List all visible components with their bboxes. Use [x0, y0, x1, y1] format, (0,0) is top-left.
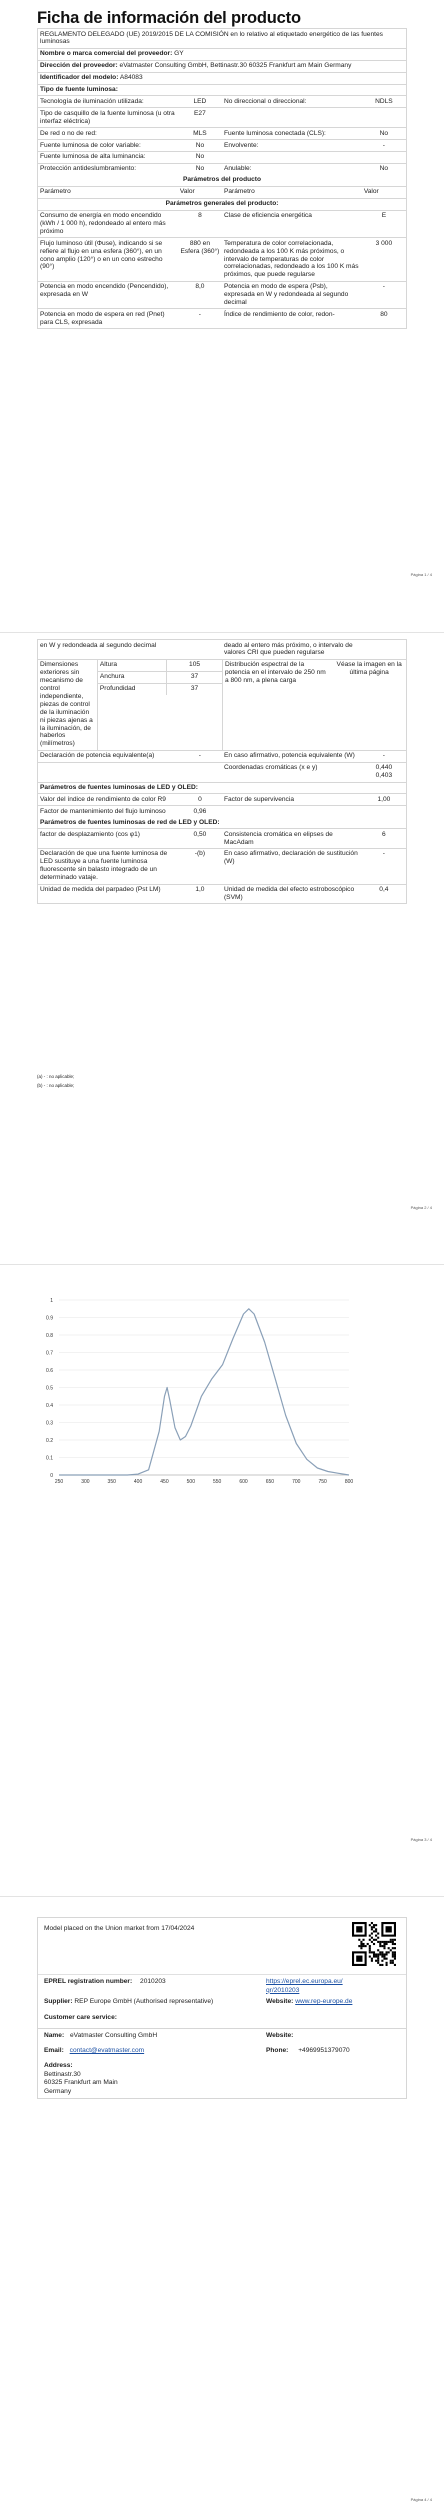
x-tick-label: 700	[292, 1479, 301, 1485]
page-3	[0, 1264, 444, 1864]
dimension-value: 105	[166, 660, 222, 671]
info-table-2	[37, 639, 407, 904]
qr-code-icon	[352, 1922, 396, 1966]
param-value: 0,96	[193, 807, 207, 815]
website-link[interactable]: www.rep-europe.de	[295, 1998, 353, 2005]
led-row	[38, 794, 406, 806]
param-value: No	[379, 129, 389, 137]
eprel-link[interactable]: https://eprel.ec.europa.eu/qr/2010203	[266, 1978, 343, 1994]
dimension-value: 37	[166, 672, 222, 683]
x-tick-label: 300	[81, 1479, 90, 1485]
param-value	[362, 152, 406, 163]
dimension-row	[98, 672, 222, 684]
col-param: Parámetro	[40, 188, 71, 196]
footnotes	[37, 1073, 74, 1090]
info-table-1	[37, 28, 407, 329]
type-label: Tipo de fuente luminosa:	[40, 86, 118, 94]
param-value: No	[195, 165, 205, 173]
param-value: No	[195, 141, 205, 149]
x-tick-label: 750	[318, 1479, 327, 1485]
dimension-row	[98, 660, 222, 672]
y-tick-label: 0.4	[46, 1403, 53, 1409]
param-value	[362, 806, 406, 817]
param-row	[38, 238, 406, 282]
y-tick-label: 0.7	[46, 1350, 53, 1357]
param-value: 0	[198, 795, 202, 803]
spectral-value: Véase la imagen en la última página	[336, 661, 402, 677]
param-label: Clase de eficiencia energética	[223, 212, 312, 219]
brand-value: GY	[174, 50, 184, 58]
footnote-b: (b) - : no aplicable;	[37, 1082, 75, 1088]
x-tick-label: 550	[213, 1479, 222, 1485]
page-title: Ficha de información del producto	[37, 9, 301, 27]
param-value: 880 en Esfera (360°)	[180, 239, 220, 255]
param-value: 80	[380, 310, 388, 318]
mains-row	[38, 885, 406, 904]
x-tick-label: 800	[344, 1479, 354, 1485]
param-label	[222, 806, 362, 817]
phone-label: Phone:	[266, 2047, 289, 2054]
cont-label-1: en W y redondeada al segundo decimal	[40, 641, 157, 649]
dimension-name: Altura	[99, 661, 118, 669]
email-link[interactable]: contact@evatmaster.com	[69, 2047, 145, 2054]
param-value: 3 000	[375, 239, 393, 247]
param-label: Factor de supervivencia	[223, 795, 294, 803]
param-value: -	[382, 283, 385, 291]
eprel-value: 2010203	[140, 1978, 166, 1985]
y-tick-label: 1	[50, 1298, 53, 1304]
param-label: Consumo de energía en modo encendido (kWh / 1 000 h), redondeado al entero más próximo	[40, 212, 166, 235]
param-row	[38, 282, 406, 310]
coord-value: 0,440 0,403	[375, 764, 393, 780]
dimension-value: 37	[166, 684, 222, 695]
supplier-value: REP Europe GmbH (Authorised representative)	[74, 1998, 214, 2005]
param-label: Fuente luminosa de color variable:	[40, 141, 141, 149]
dimension-name: Profundidad	[99, 685, 136, 693]
param-label: Protección antideslumbramiento:	[40, 165, 137, 173]
general-title: Parámetros generales del producto:	[165, 200, 279, 208]
equiv-label: Declaración de potencia equivalente(a)	[40, 752, 155, 760]
param-value: No	[379, 165, 389, 173]
equiv2-value: -	[382, 752, 385, 760]
y-tick-label: 0.9	[46, 1315, 53, 1322]
equiv2-label: En caso afirmativo, potencia equivalente (W)	[223, 752, 355, 760]
model-label: Identificador del modelo:	[40, 74, 119, 82]
x-tick-label: 350	[107, 1479, 116, 1485]
page-1	[0, 0, 444, 600]
params-title: Parámetros del producto	[182, 176, 262, 184]
dimension-name: Anchura	[99, 673, 125, 681]
name-value: eVatmaster Consulting GmbH	[70, 2032, 158, 2039]
brand-label: Nombre o marca comercial del proveedor:	[40, 50, 173, 58]
param-value: No	[195, 153, 205, 161]
y-tick-label: 0.5	[46, 1385, 53, 1392]
param-row	[38, 211, 406, 239]
x-tick-label: 500	[186, 1479, 195, 1485]
led-title: Parámetros de fuentes luminosas de LED y OLED:	[40, 784, 198, 791]
param-value: -(b)	[194, 850, 206, 858]
param-value: 8,0	[195, 283, 205, 291]
led-row	[38, 806, 406, 817]
param-label: No direccional o direccional:	[223, 97, 307, 105]
supplier-label: Supplier:	[44, 1998, 73, 2005]
param-value: 8	[198, 212, 202, 219]
address-label: Dirección del proveedor:	[40, 62, 118, 70]
param-label	[222, 152, 362, 163]
phone-value: +4969951379070	[298, 2047, 350, 2054]
spectrum-line	[59, 1309, 349, 1475]
param-label: En caso afirmativo, declaración de sustitución (W)	[223, 850, 358, 866]
param-value: 6	[382, 830, 386, 838]
param-value: -	[198, 310, 201, 318]
coord-label: Coordenadas cromáticas (x e y)	[224, 764, 318, 772]
param-label: Envolvente:	[223, 141, 259, 149]
param-value: NDLS	[375, 97, 393, 105]
y-tick-label: 0.8	[46, 1333, 53, 1339]
param-value: LED	[193, 97, 207, 105]
param-value: E27	[194, 109, 206, 117]
page-number: Página 2 / 4	[410, 1205, 432, 1210]
type-row	[38, 108, 406, 128]
customer-care-label: Customer care service:	[44, 2014, 117, 2021]
address-label: Address:	[44, 2062, 73, 2069]
param-label: Tipo de casquillo de la fuente luminosa (u otra interfaz eléctrica)	[40, 109, 175, 125]
x-tick-label: 400	[133, 1479, 143, 1485]
page-2	[0, 632, 444, 1232]
website-label: Website:	[266, 1998, 294, 2005]
mains-row	[38, 829, 406, 849]
param-label: Potencia en modo de espera en red (Pnet) para CLS, expresada	[40, 310, 165, 326]
address-value: eVatmaster Consulting GmbH, Bettinastr.30 60325 Frankfurt am Main Germany	[119, 62, 352, 70]
mains-row	[38, 849, 406, 885]
dimension-row	[98, 684, 222, 695]
mains-title: Parámetros de fuentes luminosas de red de LED y OLED:	[40, 818, 220, 826]
dims-label: Dimensiones exteriores sin mecanismo de control independiente, piezas de control de la iluminación ni piezas ajenas a la iluminación, de haberlos (milímetros)	[40, 661, 93, 748]
x-tick-label: 450	[160, 1479, 169, 1485]
address-line-3: Germany	[44, 2087, 72, 2095]
param-label: Consistencia cromática en elipses de MacAdam	[223, 830, 333, 846]
type-row	[38, 140, 406, 152]
y-tick-label: 0.1	[46, 1455, 53, 1462]
x-tick-label: 650	[265, 1479, 275, 1485]
regulation-text: REGLAMENTO DELEGADO (UE) 2019/2015 DE LA COMISIÓN en lo relativo al etiquetado energético de las fuentes luminosas	[40, 30, 383, 46]
param-label: Unidad de medida del efecto estroboscópico (SVM)	[223, 886, 355, 901]
footnote-a: (a) - : no aplicable;	[37, 1074, 75, 1079]
param-value: -	[382, 141, 385, 149]
x-tick-label: 250	[54, 1479, 64, 1485]
page-number: Página 3 / 4	[410, 1837, 432, 1842]
param-label	[222, 108, 362, 127]
param-label: Declaración de que una fuente luminosa de LED sustituye a una fuente luminosa fluorescente sin balasto integrado de un determinado vataje.	[40, 850, 168, 882]
page-number: Página 4 / 4	[410, 2497, 432, 2502]
param-value: 1,0	[195, 886, 205, 894]
equiv-value: -	[198, 752, 201, 760]
spectral-label: Distribución espectral de la potencia en el intervalo de 250 nm a 800 nm, a plena carga	[222, 660, 332, 750]
address-line-1: Bettinastr.30	[44, 2070, 81, 2078]
y-tick-label: 0	[50, 1473, 53, 1479]
param-label: Fuente luminosa conectada (CLS):	[223, 129, 326, 137]
type-row	[38, 96, 406, 108]
param-label: De red o no de red:	[40, 129, 97, 137]
y-tick-label: 0.2	[46, 1438, 53, 1444]
name-label: Name:	[44, 2032, 65, 2039]
x-tick-label: 600	[239, 1479, 248, 1485]
page-4	[0, 1896, 444, 2510]
param-label: Anulable:	[223, 165, 252, 173]
model-value: A84083	[119, 74, 143, 82]
param-label: Potencia en modo de espera (Psb), expresada en W y redondeada al segundo decimal	[223, 283, 349, 307]
param-row	[38, 309, 406, 328]
contact-box	[37, 2029, 407, 2099]
y-tick-label: 0.3	[46, 1420, 53, 1427]
cont-label-2: deado al entero más próximo, o intervalo de valores CRI que pueden regularse	[223, 641, 353, 657]
param-label: Fuente luminosa de alta luminancia:	[40, 153, 146, 161]
param-label: Factor de mantenimiento del flujo luminoso	[40, 807, 166, 815]
param-value	[362, 108, 406, 127]
param-label: factor de desplazamiento (cos φ1)	[40, 830, 140, 838]
param-label: Temperatura de color correlacionada, redondeada a los 100 K más próximos, o intervalo de temperaturas de color correlacionadas, redondeado a los 100 K más próximos, que puede regularse	[223, 239, 359, 279]
type-row	[38, 164, 406, 175]
param-value: MLS	[193, 129, 207, 137]
param-value: -	[382, 850, 385, 858]
param-label: Tecnología de iluminación utilizada:	[40, 97, 144, 105]
param-label: Flujo luminoso útil (Φuse), indicando si se refiere al flujo en una esfera (360°), en un cono amplio (120°) o en un cono estrecho (90°)	[40, 239, 163, 271]
param-label: Unidad de medida del parpadeo (Pst LM)	[40, 886, 161, 894]
spectral-chart	[37, 1296, 357, 1491]
param-value: 0,50	[193, 830, 207, 838]
col-value: Valor	[179, 188, 195, 196]
address-line-2: 60325 Frankfurt am Main	[44, 2079, 118, 2087]
param-label: Índice de rendimiento de color, redon-	[223, 310, 335, 318]
param-value: E	[381, 212, 387, 219]
col-param-2: Parámetro	[223, 188, 255, 196]
type-row	[38, 128, 406, 140]
col-value-2: Valor	[363, 188, 379, 196]
eprel-box	[37, 1917, 407, 2029]
y-tick-label: 0.6	[46, 1368, 53, 1374]
page-number: Página 1 / 4	[410, 572, 432, 577]
eprel-label: EPREL registration number:	[44, 1978, 133, 1985]
placed-text: Model placed on the Union market from 17/04/2024	[44, 1925, 195, 1932]
website2-label: Website:	[266, 2032, 294, 2039]
param-value: 1,00	[377, 795, 391, 803]
param-label: Valor del índice de rendimiento de color R9	[40, 795, 166, 803]
type-row	[38, 152, 406, 164]
email-label: Email:	[44, 2047, 64, 2054]
param-label: Potencia en modo encendido (Pencendido), expresada en W	[40, 283, 169, 299]
param-value: 0,4	[379, 886, 389, 894]
